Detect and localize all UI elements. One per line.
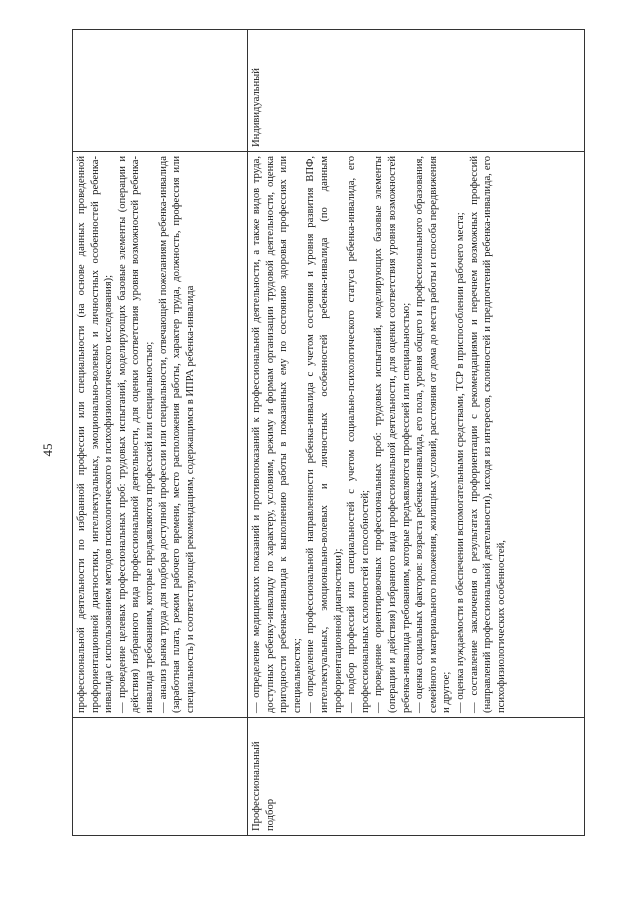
rotated-table-container xyxy=(72,30,584,836)
paragraph: — подбор профессий или специальностей с учетом социально-психологического статуса ребенка-инвалида, его профессиональных склонностей и способностей; xyxy=(346,156,371,713)
paragraph: — оценка нуждаемости в обеспечении вспомогательными средствами, ТСР в приспособлении рабочего места; xyxy=(454,212,466,713)
paragraph: — определение профессиональной направленности ребенка-инвалида с учетом состояния и уровня развития ВПФ, интеллектуальных, эмоционально-волевых и личностных особенностей ребенка-инвалида (по данным профориентационной диагностики); xyxy=(305,156,344,713)
rehabilitation-table xyxy=(72,29,585,836)
service-name-label: Профессиональный подбор xyxy=(251,741,276,831)
cell-description xyxy=(248,152,585,718)
table-row xyxy=(248,30,585,836)
paragraph: — анализ рынка труда для подбора доступной профессии или специальности, отвечающей пожеланиям ребенка-инвалида (заработная плата, режим рабочего времени, место расположения работы, характер труда, должность, профессия или специальность) и соответствующей рекомендациям, содержащимся в ИПРА ребенка-инвалида xyxy=(157,156,196,713)
table-row xyxy=(73,30,248,836)
cell-form xyxy=(248,30,585,152)
cell-form xyxy=(73,30,248,152)
page-number: 45 xyxy=(40,443,55,457)
cell-service-name xyxy=(73,718,248,836)
paragraph: профессиональной деятельности по избранной профессии или специальности (на основе данных проведенной профориентационной диагностики, интеллектуальных, эмоционально-волевых и личностных особенностей ребенка-инвалида с использованием методов психологического и психофизиологического исследования); xyxy=(76,156,115,713)
paragraph: — составление заключения о результатах профориентации с рекомендациями и перечнем возможных профессий (направлений профессиональной деятельности), исходя из интересов, склонностей и предпочтений ребенка-инвалида, его психофизиологических особенностей, xyxy=(468,156,507,713)
form-label: Индивидуальный xyxy=(251,68,262,147)
cell-service-name xyxy=(248,718,585,836)
description-text xyxy=(250,156,508,713)
paragraph: — проведение целевых профессиональных проб: трудовых испытаний, моделирующих базовые элементы (операции и действия) избранного вида профессиональной деятельности, для оценки соответствия уровня возможностей ребенка-инвалида требованиям, которые предъявляются профессией или специальностью; xyxy=(116,156,155,713)
description-text xyxy=(75,156,197,713)
paragraph: — оценка социальных факторов: возраста ребенка-инвалида, его пола, уровня общего и профессионального образования, семейного и материального положения, жилищных условий, расстояния от дома до места работы и способа передвижения и другое; xyxy=(414,156,453,713)
paragraph: — определение медицинских показаний и противопоказаний к профессиональной деятельности, а также видов труда, доступных ребенку-инвалиду по характеру, условиям, режиму и формам организации трудовой деятельности, оценка пригодности ребенка-инвалида к выполнению работы в показанных ему по состоянию здоровья профессиях или специальностях; xyxy=(251,156,303,713)
cell-description xyxy=(73,152,248,718)
paragraph: — проведение ориентировочных профессиональных проб: трудовых испытаний, моделирующих базовые элементы (операции и действия) избранного вида профессиональной деятельности, для оценки соответствия уровня возможностей ребенка-инвалида требованиям, которые предъявляются профессией или специальностью; xyxy=(373,156,412,713)
